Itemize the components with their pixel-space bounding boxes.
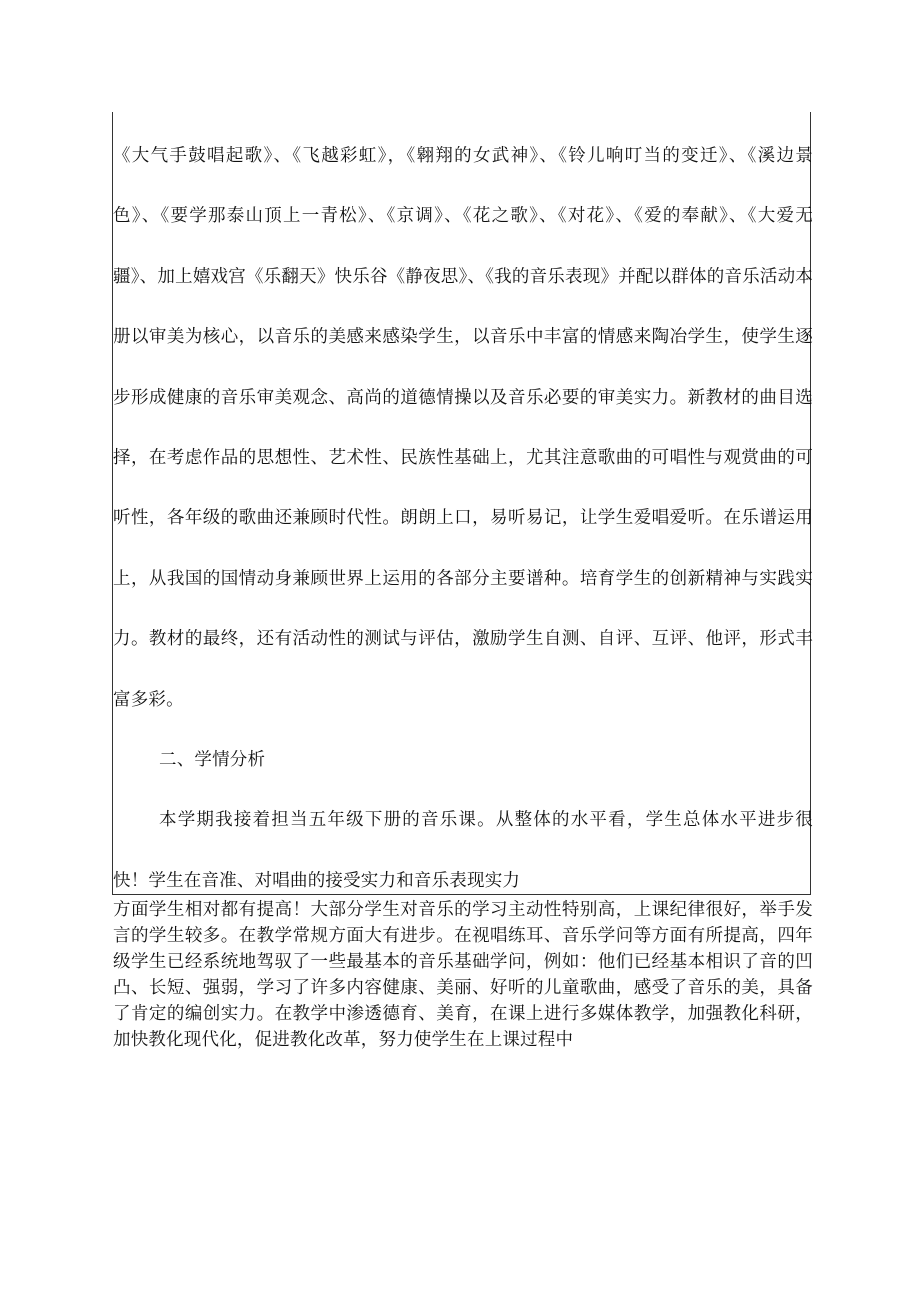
- textbook-overview-paragraph: 《大气手鼓唱起歌》、《飞越彩虹》，《翱翔的女武神》、《铃儿响叮当的变迁》、《溪边景色》、《要学那泰山顶上一青松》、《京调》、《花之歌》、《对花》、《爱的奉献》、《大爱无疆》、加上嬉戏宫《乐翻天》快乐谷《静夜思》、《我的音乐表现》并配以群体的音乐活动本册以审美为核心，以音乐的美感来感染学生，以音乐中丰富的情感来陶冶学生，使学生逐步形成健康的音乐审美观念、高尚的道德情操以及音乐必要的审美实力。新教材的曲目选择，在考虑作品的思想性、艺术性、民族性基础上，尤其注意歌曲的可唱性与观赏曲的可听性，各年级的歌曲还兼顾时代性。朗朗上口，易听易记，让学生爱唱爱听。在乐谱运用上，从我国的国情动身兼顾世界上运用的各部分主要谱种。培育学生的创新精神与实践实力。教材的最终，还有活动性的测试与评估，激励学生自测、自评、互评、他评，形式丰富多彩。: [113, 146, 813, 710]
- continuation-paragraph: 方面学生相对都有提高！大部分学生对音乐的学习主动性特别高，上课纪律很好，举手发言的学生较多。在教学常规方面大有进步。在视唱练耳、音乐学问等方面有所提高，四年级学生已经系统地驾驭了一些最基本的音乐基础学问，例如：他们已经基本相识了音的凹凸、长短、强弱，学习了许多内容健康、美丽、好听的儿童歌曲，感受了音乐的美，具备了肯定的编创实力。在教学中渗透德育、美育，在课上进行多媒体教学，加强教化科研，加快教化现代化，促进教化改革，努力使学生在上课过程中: [113, 900, 813, 1050]
- table-cell-content: [113, 126, 813, 911]
- student-analysis-paragraph: 本学期我接着担当五年级下册的音乐课。从整体的水平看，学生总体水平进步很快！学生在音准、对唱曲的接受实力和音乐表现实力: [113, 810, 813, 891]
- section-heading-student-analysis: 二、学情分析: [159, 750, 266, 771]
- continuation-text: [113, 897, 813, 1053]
